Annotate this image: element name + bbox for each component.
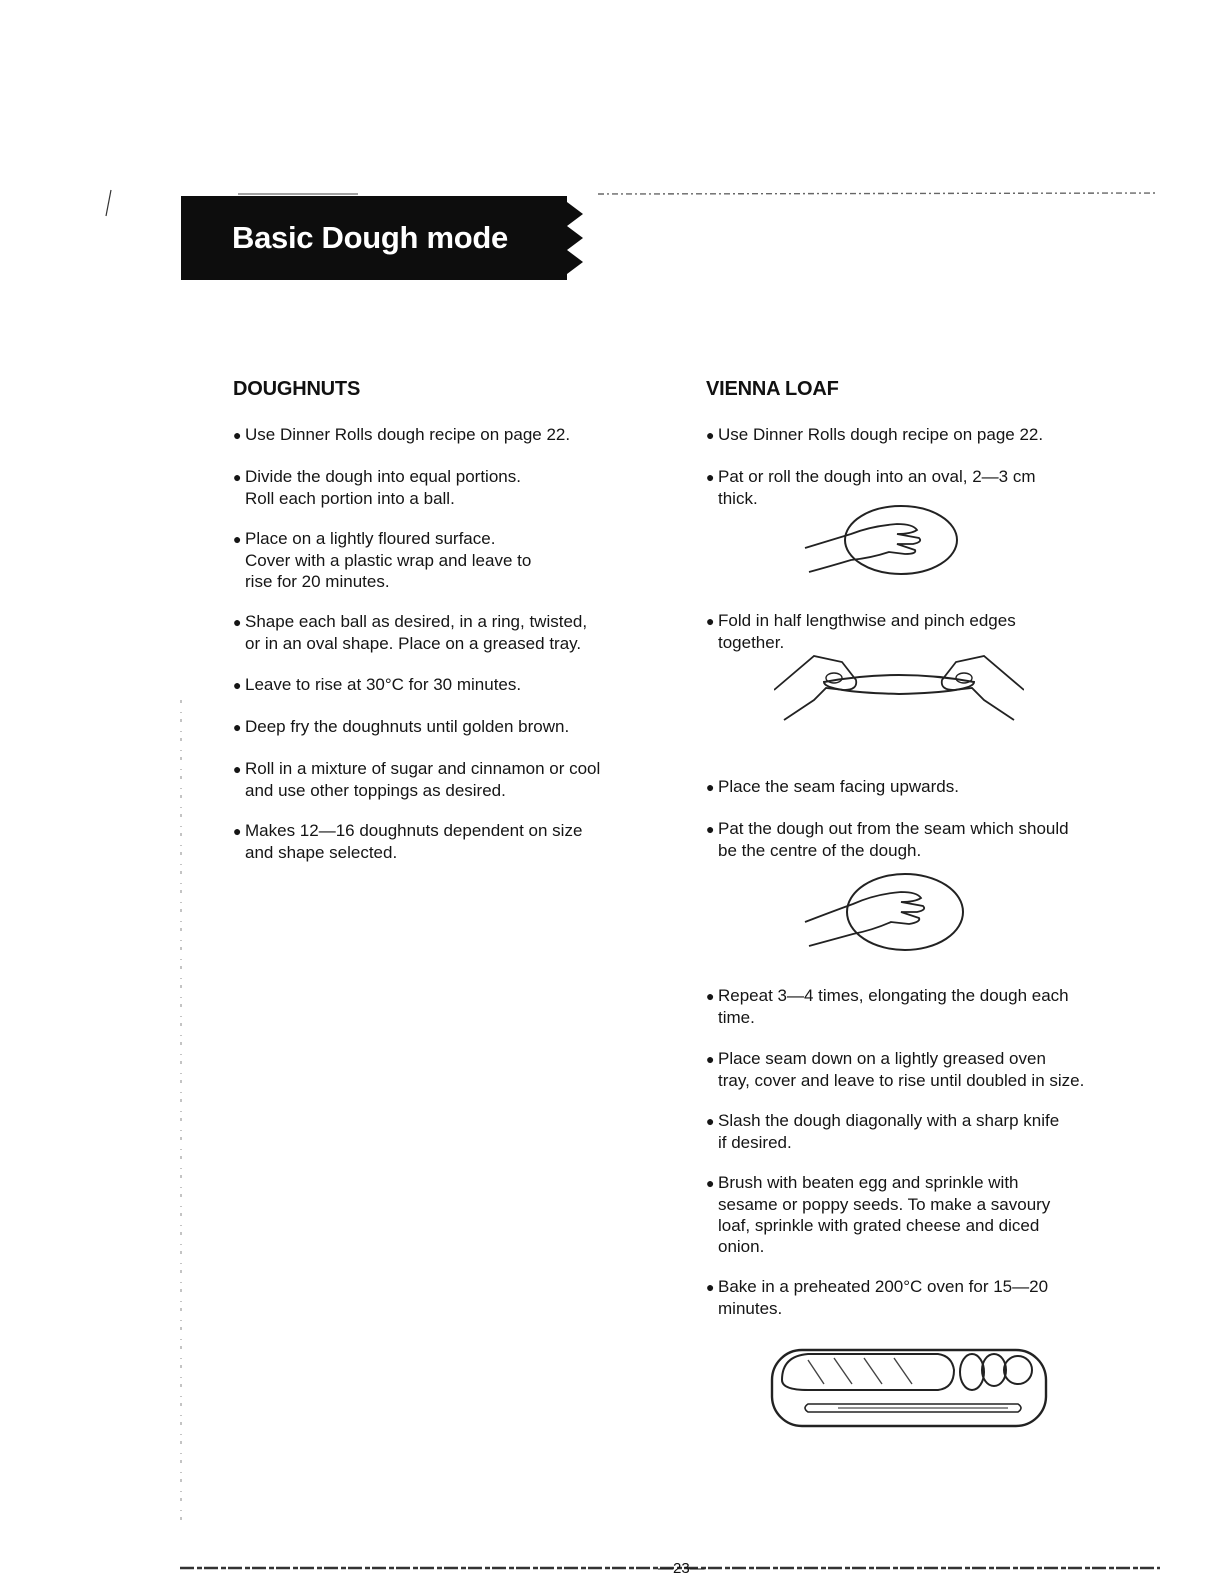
step-text: Cover with a plastic wrap and leave to (245, 551, 532, 570)
bullet-icon: ● (706, 1175, 715, 1191)
hands-folding-dough-icon (774, 650, 1024, 722)
step-text: sesame or poppy seeds. To make a savoury (718, 1195, 1051, 1214)
bullet-icon: ● (706, 988, 715, 1004)
bullet-icon: ● (233, 719, 242, 735)
step-text: Fold in half lengthwise and pinch edges (718, 611, 1016, 630)
step-text: Use Dinner Rolls dough recipe on page 22. (718, 425, 1044, 444)
step-text: Roll in a mixture of sugar and cinnamon or cool (245, 759, 601, 778)
step-text: rise for 20 minutes. (245, 572, 390, 591)
hand-patting-dough-icon (801, 504, 961, 580)
step-item (233, 424, 653, 446)
step-text: Roll each portion into a ball. (245, 489, 455, 508)
step-text: be the centre of the dough. (718, 841, 922, 860)
step-item (233, 820, 653, 863)
scan-margin-speckle (178, 700, 184, 1520)
step-text: Place the seam facing upwards. (718, 777, 959, 796)
bullet-icon: ● (706, 1113, 715, 1129)
step-item (706, 466, 1126, 509)
step-item (706, 1172, 1126, 1257)
step-text: thick. (718, 489, 758, 508)
bullet-icon: ● (233, 427, 242, 443)
step-text: Leave to rise at 30°C for 30 minutes. (245, 675, 522, 694)
step-item (706, 818, 1126, 861)
scan-speck-icon (103, 188, 113, 218)
step-item (706, 610, 1126, 653)
step-text: Slash the dough diagonally with a sharp knife (718, 1111, 1060, 1130)
bullet-icon: ● (233, 677, 242, 693)
step-item (706, 424, 1126, 446)
step-text: and use other toppings as desired. (245, 781, 506, 800)
step-text: Makes 12—16 doughnuts dependent on size (245, 821, 583, 840)
bullet-icon: ● (233, 614, 242, 630)
sliced-loaf-on-board-icon (768, 1340, 1050, 1430)
bullet-icon: ● (706, 779, 715, 795)
bullet-icon: ● (233, 469, 242, 485)
step-text: or in an oval shape. Place on a greased tray. (245, 634, 582, 653)
step-text: Bake in a preheated 200°C oven for 15—20 (718, 1277, 1049, 1296)
step-item (706, 1276, 1126, 1319)
step-text: loaf, sprinkle with grated cheese and diced (718, 1216, 1040, 1235)
step-text: and shape selected. (245, 843, 398, 862)
step-item (233, 611, 653, 654)
step-item (233, 674, 653, 696)
step-text: Divide the dough into equal portions. (245, 467, 521, 486)
step-item (233, 758, 653, 801)
bullet-icon: ● (706, 469, 715, 485)
step-text: time. (718, 1008, 755, 1027)
step-item (233, 528, 653, 592)
step-text: minutes. (718, 1299, 783, 1318)
bullet-icon: ● (706, 427, 715, 443)
step-text: Pat or roll the dough into an oval, 2—3 cm (718, 467, 1036, 486)
page-number: —23— (658, 1560, 705, 1577)
step-text: Shape each ball as desired, in a ring, twisted, (245, 612, 588, 631)
step-text: Repeat 3—4 times, elongating the dough each (718, 986, 1069, 1005)
bullet-icon: ● (706, 821, 715, 837)
step-item (706, 1110, 1126, 1153)
bullet-icon: ● (706, 1051, 715, 1067)
step-item (706, 776, 1126, 798)
step-text: Brush with beaten egg and sprinkle with (718, 1173, 1019, 1192)
step-text: onion. (718, 1237, 765, 1256)
step-text: Place on a lightly floured surface. (245, 529, 496, 548)
step-item (706, 985, 1126, 1028)
step-text: tray, cover and leave to rise until doubled in size. (718, 1071, 1085, 1090)
bullet-icon: ● (233, 823, 242, 839)
step-text: Use Dinner Rolls dough recipe on page 22. (245, 425, 571, 444)
step-item (233, 466, 653, 509)
step-text: Place seam down on a lightly greased oven (718, 1049, 1046, 1068)
step-text: Deep fry the doughnuts until golden brown. (245, 717, 570, 736)
bullet-icon: ● (233, 531, 242, 547)
step-text: if desired. (718, 1133, 792, 1152)
step-item (706, 1048, 1126, 1091)
step-text: Pat the dough out from the seam which should (718, 819, 1069, 838)
bullet-icon: ● (706, 613, 715, 629)
step-item (233, 716, 653, 738)
step-text: together. (718, 633, 785, 652)
page-title: Basic Dough mode (232, 220, 508, 255)
doughnuts-heading: DOUGHNUTS (233, 378, 361, 400)
hand-patting-seam-icon (801, 872, 967, 954)
bullet-icon: ● (706, 1279, 715, 1295)
vienna-loaf-heading: VIENNA LOAF (706, 378, 839, 400)
bullet-icon: ● (233, 761, 242, 777)
